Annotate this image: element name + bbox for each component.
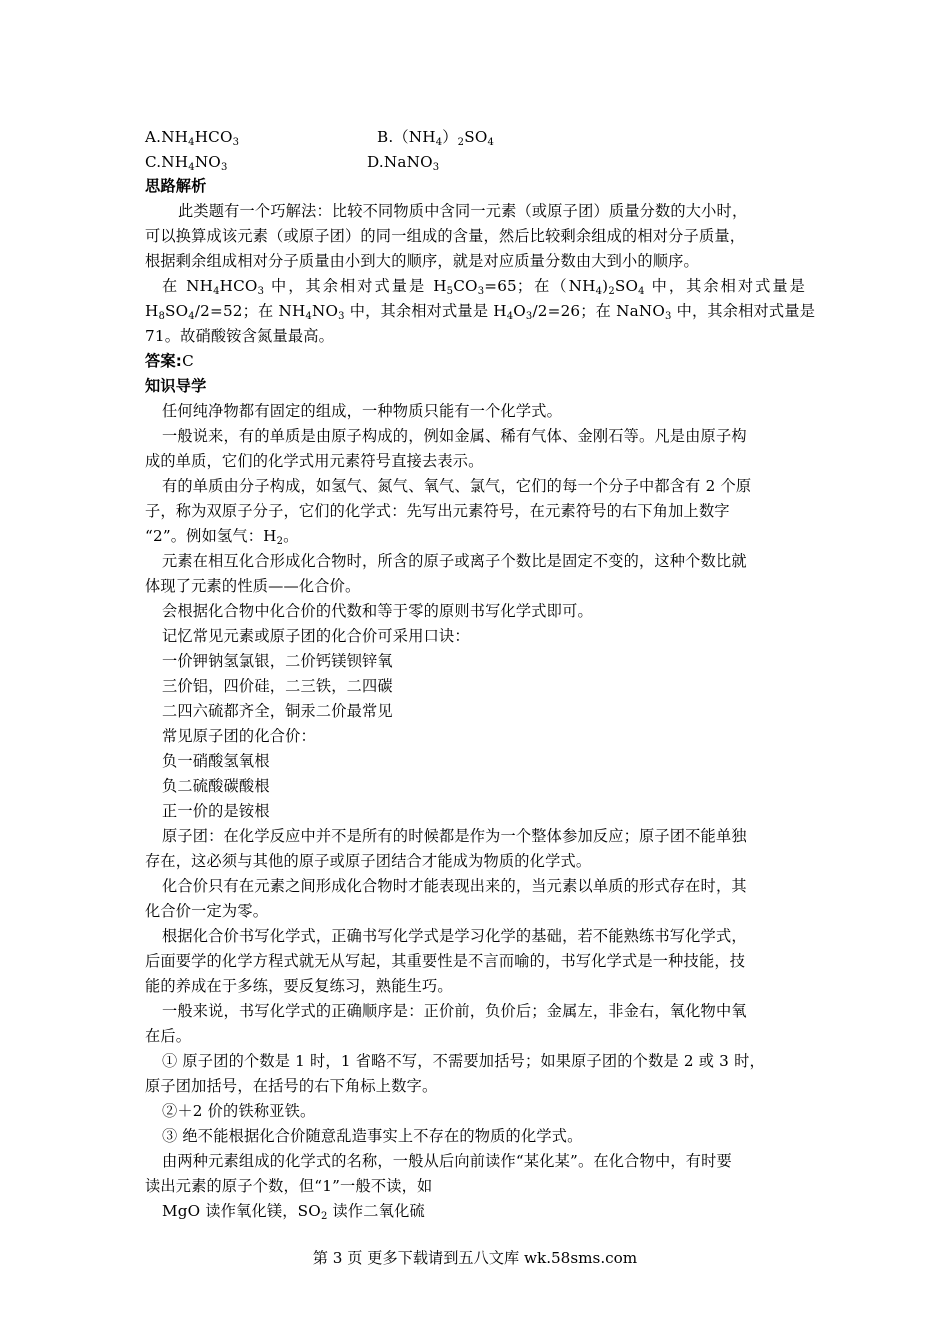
mnemonic-line: 一价钾钠氢氯银，二价钙镁钡锌氧 [162,652,393,670]
guide-line: 原子团：在化学反应中并不是所有的时候都是作为一个整体参加反应；原子团不能单独 [162,827,747,845]
guide-line: 记忆常见元素或原子团的化合价可采用口诀： [162,627,470,645]
guide-line: 后面要学的化学方程式就无从写起，其重要性是不言而喻的，书写化学式是一种技能，技 [145,952,746,970]
option-a: $A.NH_4HCO_3$ [145,128,240,148]
guide-line: 一般来说，书写化学式的正确顺序是：正价前，负价后；金属左，非金右，氧化物中氧 [162,1002,747,1020]
option-c: $C.NH_4NO_3$ [145,153,228,173]
guide-line: 根据化合价书写化学式，正确书写化学式是学习化学的基础，若不能熟练书写化学式， [162,927,747,945]
guide-line: 由两种元素组成的化学式的名称，一般从后向前读作“某化某”。在化合物中，有时要 [162,1152,732,1170]
mnemonic-line: 正一价的是铵根 [162,802,270,820]
guide-line: 元素在相互化合形成化合物时，所含的原子或离子个数比是固定不变的，这种个数比就 [162,552,747,570]
guide-line: 子，称为双原子分子，它们的化学式：先写出元素符号，在元素符号的右下角加上数字 [145,502,730,520]
option-b: $B.(NH_4)_2SO_4$ [377,128,495,148]
mnemonic-line: 负一硝酸氢氧根 [162,752,270,770]
guide-line: 会根据化合物中化合价的代数和等于零的原则书写化学式即可。 [162,602,593,620]
guide-line: ① 原子团的个数是 1 时，1 省略不写，不需要加括号；如果原子团的个数是 2 或 3 时， [162,1052,765,1070]
analysis-line: 在 $NH_4HCO_3$ 中，其余相对式量是 $H_5CO_3=65$；在$(NH_4)_2SO_4$ 中，其余相对式量是 [162,277,806,297]
option-d: D.NaNO$_3$ [367,153,440,173]
guide-line: 化合价只有在元素之间形成化合物时才能表现出来的，当元素以单质的形式存在时，其 [162,877,747,895]
guide-line: ②＋2 价的铁称亚铁。 [162,1102,316,1120]
guide-line: 任何纯净物都有固定的组成，一种物质只能有一个化学式。 [162,402,563,420]
guide-line: 读出元素的原子个数，但“1”一般不读，如 [145,1177,433,1195]
guide-line: “2”。例如氢气：$H_2$。 [145,527,299,547]
guide-line: ③ 绝不能根据化合价随意乱造事实上不存在的物质的化学式。 [162,1127,583,1145]
mnemonic-line: 二四六硫都齐全，铜汞二价最常见 [162,702,393,720]
mnemonic-line: 负二硫酸碳酸根 [162,777,270,795]
guide-line: 原子团加括号，在括号的右下角标上数字。 [145,1077,438,1095]
analysis-line: $H_8SO_4/2=52$；在 $NH_4NO_3$ 中，其余相对式量是 $H_4O_3/2=26$；在 NaNO$_3$ 中，其余相对式量是 [145,302,816,322]
page-footer: 第 3 页 更多下载请到五八文库 wk.58sms.com [312,1249,638,1267]
guide-line: 成的单质，它们的化学式用元素符号直接去表示。 [145,452,484,470]
analysis-heading: 思路解析 [145,177,207,195]
guide-heading: 知识导学 [145,377,207,395]
guide-line: 化合价一定为零。 [145,902,269,920]
guide-line: 有的单质由分子构成，如氢气、氮气、氧气、氯气，它们的每一个分子中都含有 2 个原 [162,477,752,495]
answer-label: 答案: [145,352,183,370]
analysis-line: 可以换算成该元素（或原子团）的同一组成的含量，然后比较剩余组成的相对分子质量， [145,227,746,245]
guide-line: 在后。 [145,1027,192,1045]
analysis-line: 此类题有一个巧解法：比较不同物质中含同一元素（或原子团）质量分数的大小时， [178,202,748,220]
analysis-line: 71。故硝酸铵含氮量最高。 [145,327,334,345]
guide-line: 能的养成在于多练，要反复练习，熟能生巧。 [145,977,453,995]
guide-line: MgO 读作氧化镁，$SO_2$ 读作二氧化硫 [162,1202,425,1222]
guide-line: 一般说来，有的单质是由原子构成的，例如金属、稀有气体、金刚石等。凡是由原子构 [162,427,747,445]
guide-line: 存在，这必须与其他的原子或原子团结合才能成为物质的化学式。 [145,852,592,870]
analysis-line: 根据剩余组成相对分子质量由小到大的顺序，就是对应质量分数由大到小的顺序。 [145,252,699,270]
guide-line: 常见原子团的化合价： [162,727,316,745]
answer-value: C [182,352,194,370]
mnemonic-line: 三价铝，四价硅，二三铁，二四碳 [162,677,393,695]
answer [145,351,194,371]
guide-line: 体现了元素的性质——化合价。 [145,577,361,595]
